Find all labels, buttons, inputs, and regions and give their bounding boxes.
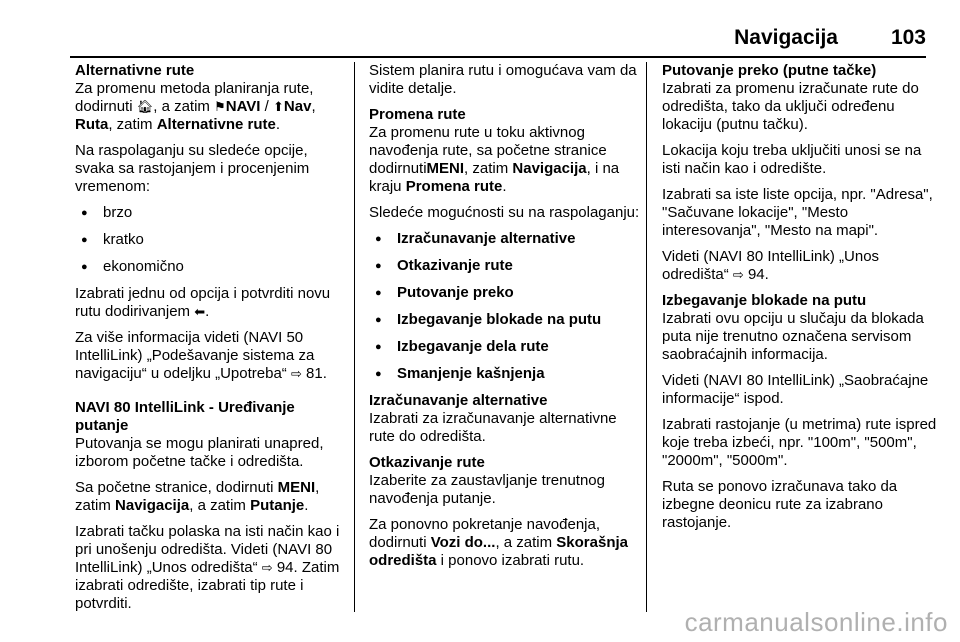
- list-item: [369, 230, 641, 248]
- text: , a zatim: [495, 534, 557, 551]
- heading-travel-via: Putovanje preko (putne tačke): [662, 62, 877, 79]
- paragraph: [662, 248, 938, 284]
- paragraph: Lokacija koju treba uključiti unosi se na isti način kao i odredište.: [662, 142, 922, 177]
- text: Za više informacija videti (NAVI 50 IntelliLink) „Podešavanje sistema za navigaciju“ u odeljku „Upotreba“: [75, 329, 315, 382]
- heading-navi80-edit-route: NAVI 80 IntelliLink - Uređivanje putanje: [75, 399, 295, 434]
- text: , a zatim: [189, 497, 251, 514]
- navi-label: NAVI: [225, 98, 261, 115]
- arrow-up-icon: ⬆︎: [273, 99, 284, 114]
- text: Sa početne stranice, dodirnuti: [75, 479, 278, 496]
- paragraph: Izabrati za promenu izračunate rute do odredišta, tako da uključi određenu lokaciju (putnu tačku).: [662, 80, 919, 133]
- text: , zatim: [75, 479, 320, 514]
- navigacija-label: Navigacija: [115, 497, 190, 514]
- text: .: [205, 303, 210, 320]
- list-item-text: Izbegavanje dela rute: [397, 338, 549, 355]
- navigacija-label: Navigacija: [512, 160, 587, 177]
- skorasnja-odredista-label: Skorašnja odredišta: [369, 534, 629, 569]
- text: .: [304, 497, 309, 514]
- paragraph: [75, 523, 345, 613]
- putanje-label: Putanje: [250, 497, 305, 514]
- list-item-text: ekonomično: [103, 258, 184, 275]
- text: 94.: [747, 266, 769, 283]
- paragraph: Izabrati sa iste liste opcija, npr. "Adresa", "Sačuvane lokacije", "Mesto interesovanja", "Mesto na mapi".: [662, 186, 933, 239]
- text: Za promenu metoda planiranja rute, dodirnuti: [75, 80, 314, 115]
- meni-label: MENI: [277, 479, 316, 496]
- text: Videti (NAVI 80 IntelliLink) „Unos odredišta“: [662, 248, 880, 283]
- heading-calc-alternative: Izračunavanje alternative: [369, 392, 548, 409]
- text: 94. Zatim izabrati odredište, izabrati tip rute i potvrditi.: [75, 559, 340, 612]
- list-item: [369, 257, 641, 275]
- page-header: [70, 26, 926, 58]
- text: i ponovo izabrati rutu.: [436, 552, 585, 569]
- back-arrow-icon: ⬅︎: [194, 304, 206, 319]
- text: Izabrati jednu od opcija i potvrditi novu rutu dodirivanjem: [75, 285, 331, 320]
- paragraph: Izabrati za izračunavanje alternativne rute do odredišta.: [369, 410, 617, 445]
- home-icon: 🏠︎: [136, 99, 154, 114]
- paragraph: [369, 516, 641, 570]
- text: Za promenu rute u toku aktivnog navođenja rute, sa početne stranice dodirnuti: [369, 124, 607, 177]
- paragraph: [369, 124, 641, 196]
- heading-change-route: Promena rute: [369, 106, 466, 123]
- nav-label: Nav: [283, 98, 312, 115]
- list-item-text: Putovanje preko: [397, 284, 514, 301]
- column-divider-1: [354, 62, 355, 612]
- promena-rute-label: Promena rute: [405, 178, 503, 195]
- text: ,: [311, 98, 316, 115]
- heading-avoid-roadblock: Izbegavanje blokade na putu: [662, 292, 867, 309]
- text: /: [260, 98, 273, 115]
- paragraph: [75, 285, 345, 321]
- ruta-label: Ruta: [75, 116, 109, 133]
- paragraph: Videti (NAVI 80 IntelliLink) „Saobraćajne informacije“ ispod.: [662, 372, 929, 407]
- column-divider-2: [646, 62, 647, 612]
- flag-icon: ⚑: [214, 99, 226, 114]
- paragraph: [75, 80, 345, 134]
- watermark: carmanualsonline.info: [684, 607, 948, 637]
- text: 81.: [306, 365, 327, 382]
- reference-arrow-icon: ⇨: [732, 267, 744, 282]
- list-item: [369, 365, 641, 383]
- options-list: [369, 230, 641, 383]
- list-item: [75, 231, 345, 249]
- text: .: [502, 178, 507, 195]
- paragraph: [75, 329, 345, 383]
- heading-alternative-routes: Alternativne rute: [75, 62, 195, 79]
- paragraph: Izabrati rastojanje (u metrima) rute ispred koje treba izbeći, npr. "100m", "500m", "2000m", "5000m".: [662, 416, 937, 469]
- list-item-text: brzo: [103, 204, 133, 221]
- text: Za ponovno pokretanje navođenja, dodirnuti: [369, 516, 601, 551]
- paragraph: Na raspolaganju su sledeće opcije, svaka sa rastojanjem i procenjenim vremenom:: [75, 142, 310, 195]
- alt-label: Alternativne rute: [156, 116, 276, 133]
- list-item-text: kratko: [103, 231, 144, 248]
- text: , i na kraju: [369, 160, 620, 195]
- text: .: [275, 116, 281, 133]
- paragraph: [75, 479, 345, 515]
- list-item-text: Otkazivanje rute: [397, 257, 513, 274]
- list-item: [369, 284, 641, 302]
- text: , zatim: [108, 116, 157, 133]
- list-item: [75, 204, 345, 222]
- column-1: [75, 62, 345, 621]
- column-2: [369, 62, 641, 578]
- reference-arrow-icon: ⇨: [290, 366, 302, 381]
- list-item: [75, 258, 345, 276]
- list-item-text: Izbegavanje blokade na putu: [397, 311, 602, 328]
- options-list: [75, 204, 345, 276]
- paragraph: Putovanja se mogu planirati unapred, izborom početne tačke i odredišta.: [75, 435, 324, 470]
- text: Izabrati tačku polaska na isti način kao i pri unošenju odredišta. Videti (NAVI 80 IntelliLink) „Unos odredišta“: [75, 523, 340, 576]
- list-item: [369, 311, 641, 329]
- list-item: [369, 338, 641, 356]
- text: , a zatim: [153, 98, 215, 115]
- vozi-do-label: Vozi do...: [430, 534, 496, 551]
- paragraph: Izaberite za zaustavljanje trenutnog navođenja putanje.: [369, 472, 605, 507]
- reference-arrow-icon: ⇨: [261, 560, 273, 575]
- meni-label: MENI: [426, 160, 465, 177]
- paragraph: Izabrati ovu opciju u slučaju da blokada puta nije trenutno označena servisom saobraćajnih informacija.: [662, 310, 924, 363]
- page-number: 103: [890, 26, 926, 49]
- page-title: Navigacija: [734, 26, 838, 49]
- text: , zatim: [464, 160, 513, 177]
- column-3: [662, 62, 938, 540]
- paragraph: Ruta se ponovo izračunava tako da izbegne deonicu rute za izabrano rastojanje.: [662, 478, 898, 531]
- list-item-text: Smanjenje kašnjenja: [397, 365, 545, 382]
- list-item-text: Izračunavanje alternative: [397, 230, 576, 247]
- paragraph: Sledeće mogućnosti su na raspolaganju:: [369, 204, 640, 221]
- heading-cancel-route: Otkazivanje rute: [369, 454, 485, 471]
- paragraph: Sistem planira rutu i omogućava vam da vidite detalje.: [369, 62, 637, 97]
